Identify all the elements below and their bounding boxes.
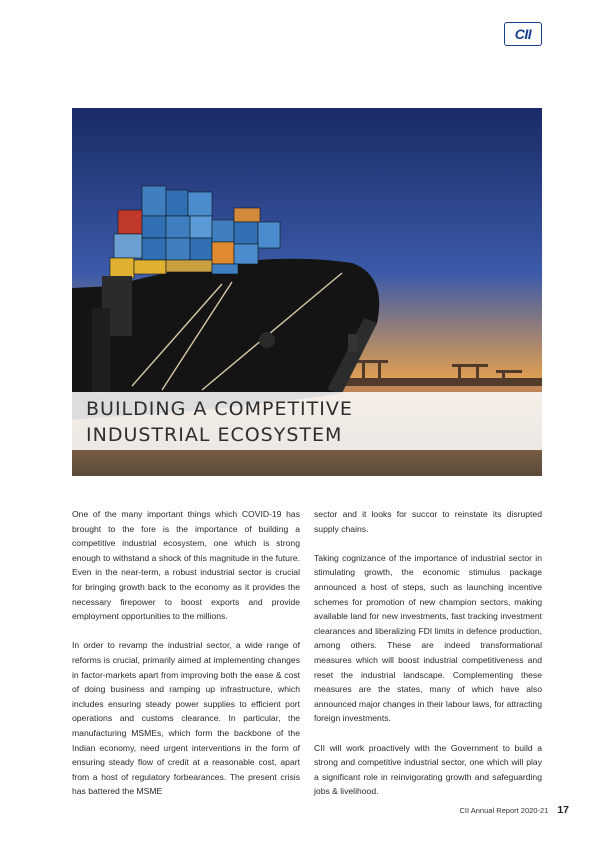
- paragraph: Taking cognizance of the importance of industrial sector in stimulating growth, the economic stimulus package announced a host of steps, such as launching incentive schemes for promotion of new champion sectors, making available land for new investments, fast tracking investment clearances and liberalizing FDI limits in defence production, among others. These are indeed transformational measures which will boost industrial competitiveness and reset the industrial landscape. Complementing these measures are the states, many of which have also announced major changes in their labour laws, for attracting foreign investments.: [314, 552, 542, 724]
- page-title-line-2: INDUSTRIAL ECOSYSTEM: [86, 424, 343, 446]
- right-column: [314, 507, 542, 813]
- paragraph: One of the many important things which COVID-19 has brought to the fore is the importance of building a competitive industrial ecosystem, one which is strong enough to withstand a shock of this magnitude in the future. Even in the near-term, a robust industrial sector is crucial for bringing growth back to the economy as it provides the necessary firepower to boost exports and provide employment opportunities to the millions.: [72, 509, 300, 622]
- logo-text: CII: [514, 26, 532, 42]
- paragraph: CII will work proactively with the Government to build a strong and competitive industrial sector, one which will play a significant role in reinvigorating growth and safeguarding jobs & livelihood.: [314, 742, 542, 797]
- footer: [460, 804, 570, 816]
- report-label: CII Annual Report 2020-21: [459, 806, 549, 815]
- cii-logo: [504, 22, 542, 46]
- paragraph: In order to revamp the industrial sector, a wide range of reforms is crucial, primarily aimed at implementing changes in factor-markets apart from improving both the ease & cost of doing business and ramping up infrastructure, which includes ensuring steady power supplies to efficient port operations and customs clearance. In particular, the manufacturing MSMEs, which form the backbone of the Indian economy, need urgent interventions in the form of ensuring steady flow of credit at a reasonable cost, apart from a host of regulatory forbearances. The present crisis has battered the MSME: [72, 640, 300, 797]
- title-band: [72, 392, 542, 450]
- paragraph: sector and it looks for succor to reinstate its disrupted supply chains.: [314, 509, 542, 534]
- page-title-line-1: BUILDING A COMPETITIVE: [86, 398, 353, 420]
- left-column: [72, 507, 300, 813]
- hero-image: [72, 108, 542, 476]
- page-number: 17: [557, 804, 569, 816]
